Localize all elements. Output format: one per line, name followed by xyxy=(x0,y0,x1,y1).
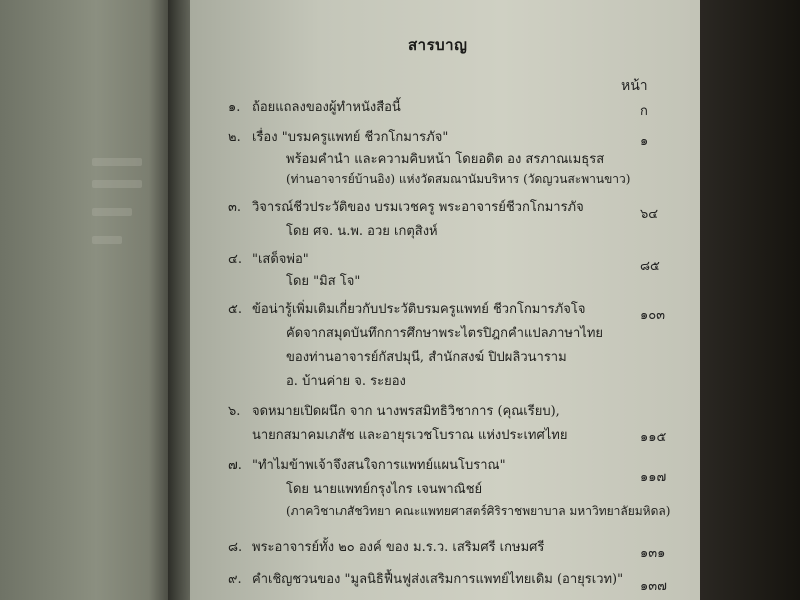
entry-page: ๘๕ xyxy=(640,259,660,274)
entry-line: "ทำไมข้าพเจ้าจึงสนใจการแพทย์แผนโบราณ" xyxy=(252,458,506,473)
entry-line: "เสด็จพ่อ" xyxy=(252,252,309,267)
entry-line: (ท่านอาจารย์บ้านอิง) แห่งวัดสมณานัมบริหาร (วัดญวนสะพานขาว) xyxy=(286,172,631,186)
entry-line: ของท่านอาจารย์กัสปมุนี, สำนักสงฆ์ ปิปผลิวนาราม xyxy=(286,350,567,365)
entry-page: ๖๔ xyxy=(640,207,659,222)
entry-line: เรื่อง "บรมครูแพทย์ ชีวกโกมารภัจ" xyxy=(252,130,449,145)
entry-number: ๑. xyxy=(228,100,241,115)
entry-number: ๗. xyxy=(228,458,242,473)
entry-number: ๕. xyxy=(228,302,242,317)
entry-number: ๔. xyxy=(228,252,242,267)
entry-line: พร้อมคำนำ และความคิบหน้า โดยอดิต อง สรภาณเมธุรส xyxy=(286,152,605,167)
entry-line: ข้อน่ารู้เพิ่มเติมเกี่ยวกับประวัติบรมครูแพทย์ ชีวกโกมารภัจโจ xyxy=(252,302,586,317)
entry-page: ๑๓๗ xyxy=(640,579,667,594)
entry-line: โดย "มิส โจ" xyxy=(286,274,361,289)
entry-number: ๓. xyxy=(228,200,242,215)
entry-page: ๑๑๕ xyxy=(640,430,667,445)
entry-number: ๒. xyxy=(228,130,241,145)
entry-line: คัดจากสมุดบันทึกการศึกษาพระไตรปิฎกคำแปลภาษาไทย xyxy=(286,326,604,341)
left-page-bleed-text xyxy=(92,236,122,244)
entry-number: ๘. xyxy=(228,540,243,555)
entry-line: คำเชิญชวนของ "มูลนิธิฟื้นฟูส่งเสริมการแพทย์ไทยเดิม (อายุรเวท)" xyxy=(252,572,624,587)
background-dark xyxy=(700,0,800,600)
entry-line: วิจารณ์ชีวประวัติของ บรมเวชครู พระอาจารย์ชีวกโกมารภัจ xyxy=(252,200,584,215)
entry-line: จดหมายเปิดผนึก จาก นางพรสมิทธิวิชาการ (คุณเรียบ), xyxy=(252,404,560,419)
left-page-bleed-text xyxy=(92,208,132,216)
left-page-bleed-text xyxy=(92,180,142,188)
entry-line: ถ้อยแถลงของผู้ทำหนังสือนี้ xyxy=(252,100,401,115)
entry-line: โดย นายแพทย์กรุงไกร เจนพาณิชย์ xyxy=(286,482,483,497)
entry-page: ๑ xyxy=(640,134,649,149)
entry-page: ๑๐๓ xyxy=(640,308,666,323)
entry-page: ๑๓๑ xyxy=(640,546,666,561)
entry-line: อ. บ้านค่าย จ. ระยอง xyxy=(286,374,406,389)
page-title: สารบาญ xyxy=(408,36,468,54)
entry-line: พระอาจารย์ทั้ง ๒๐ องค์ ของ ม.ร.ว. เสริมศรี เกษมศรี xyxy=(252,540,545,555)
page-column-header: หน้า xyxy=(621,78,648,94)
entry-number: ๙. xyxy=(228,572,242,587)
left-page xyxy=(0,0,175,600)
entry-line: (ภาควิชาเภสัชวิทยา คณะแพทยศาสตร์ศิริราชพยาบาล มหาวิทยาลัยมหิดล) xyxy=(286,504,671,518)
left-page-bleed-text xyxy=(92,158,142,166)
entry-line: โดย ศจ. น.พ. อวย เกตุสิงห์ xyxy=(286,224,438,239)
entry-page: ก xyxy=(640,104,648,119)
entry-number: ๖. xyxy=(228,404,241,419)
entry-line: นายกสมาคมเภสัช และอายุรเวชโบราณ แห่งประเทศไทย xyxy=(252,428,568,443)
entry-page: ๑๑๗ xyxy=(640,470,667,485)
